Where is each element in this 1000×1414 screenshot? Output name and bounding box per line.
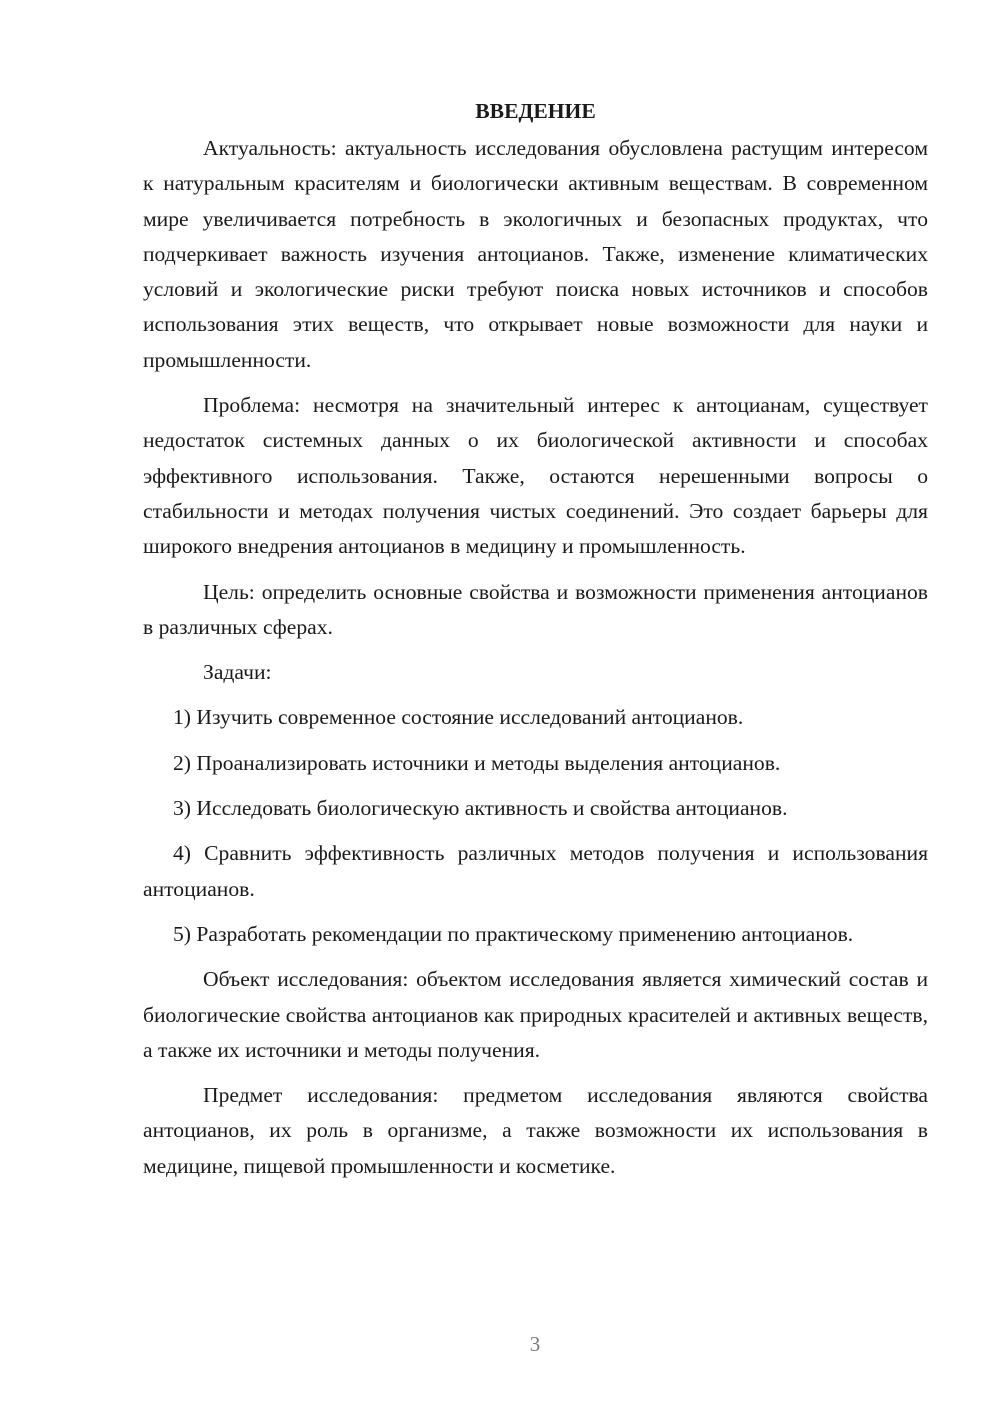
page-content <box>143 92 928 1194</box>
object-paragraph: Объект исследования: объектом исследования является химический состав и биологические свойства антоцианов как природных красителей и активных веществ, а также их источники и методы получения. <box>143 967 928 1062</box>
task-item-3: 3) Исследовать биологическую активность и свойства антоцианов. <box>173 796 788 821</box>
task-item-4: 4) Сравнить эффективность различных методов получения и использования антоцианов. <box>143 841 928 901</box>
task-item-5: 5) Разработать рекомендации по практическому применению антоцианов. <box>173 921 854 946</box>
problem-paragraph: Проблема: несмотря на значительный интерес к антоцианам, существует недостаток системных данных о их биологической активности и способах эффективного использования. Также, остаются нерешенными вопросы о стабильности и методах получения чистых соединений. Это создает барьеры для широкого внедрения антоцианов в медицину и промышленность. <box>143 393 928 559</box>
task-item-2: 2) Проанализировать источники и методы выделения антоцианов. <box>173 750 781 775</box>
task-item-1: 1) Изучить современное состояние исследований антоцианов. <box>173 705 744 730</box>
goal-paragraph: Цель: определить основные свойства и возможности применения антоцианов в различных сферах. <box>143 579 928 639</box>
subject-paragraph: Предмет исследования: предметом исследования являются свойства антоцианов, их роль в организме, а также возможности их использования в медицине, пищевой промышленности и косметике. <box>143 1083 928 1178</box>
relevance-paragraph: Актуальность: актуальность исследования обусловлена растущим интересом к натуральным красителям и биологически активным веществам. В современном мире увеличивается потребность в экологичных и безопасных продуктах, что подчеркивает важность изучения антоцианов. Также, изменение климатических условий и экологические риски требуют поиска новых источников и способов использования этих веществ, что открывает новые возможности для науки и промышленности. <box>143 136 928 372</box>
tasks-label: Задачи: <box>203 660 272 685</box>
section-heading: ВВЕДЕНИЕ <box>475 99 596 123</box>
page-number: 3 <box>529 1332 541 1356</box>
